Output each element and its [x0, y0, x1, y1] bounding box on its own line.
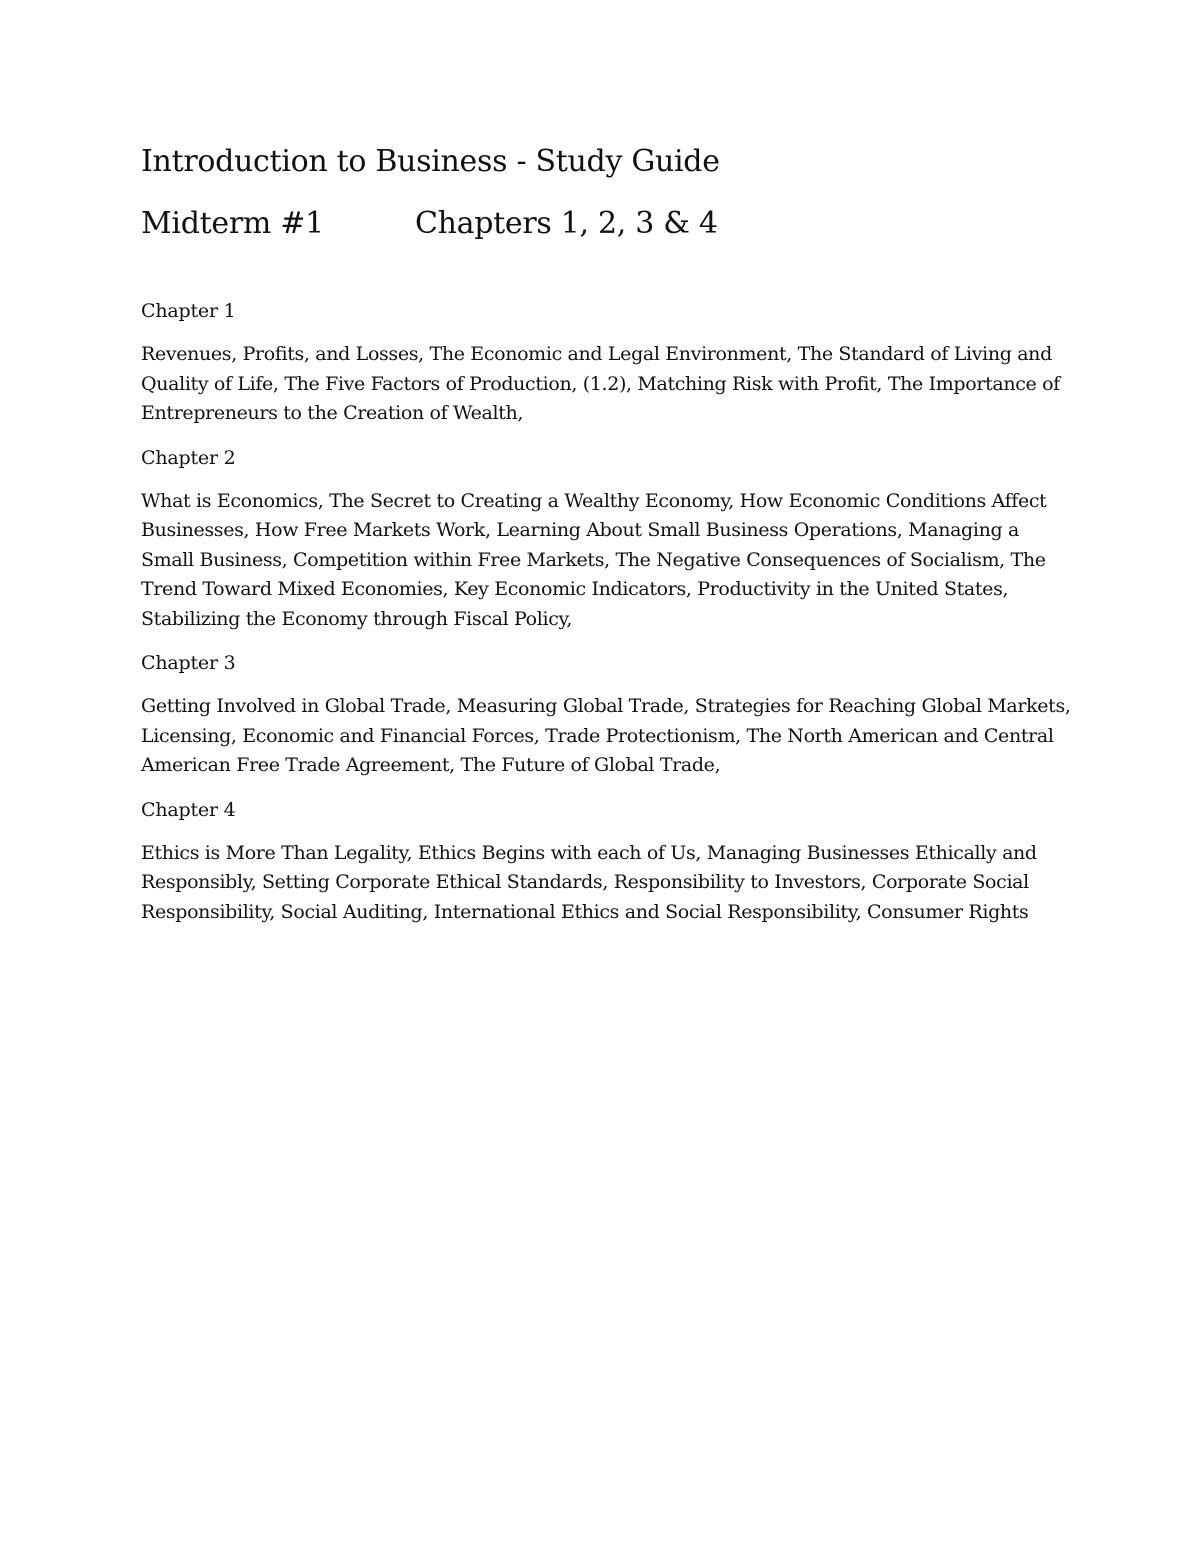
document-subtitle [141, 202, 1071, 246]
chapter-heading: Chapter 1 [141, 300, 236, 322]
chapter-heading: Chapter 4 [141, 798, 236, 821]
chapter-section-2 [141, 443, 1071, 635]
chapter-heading: Chapter 2 [141, 446, 236, 469]
chapter-sections [141, 296, 1071, 927]
chapter-topics: Revenues, Profits, and Losses, The Economic and Legal Environment, The Standard of Living and Quality of Life, The Five Factors of Production, (1.2), Matching Risk with Profit, The Importance of Entrepreneurs to the Creation of Wealth, [141, 343, 1060, 424]
chapter-section-4 [141, 795, 1071, 928]
document-title: Introduction to Business - Study Guide [141, 144, 720, 179]
chapter-topics: Getting Involved in Global Trade, Measuring Global Trade, Strategies for Reaching Global Markets, Licensing, Economic and Financial Forces, Trade Protectionism, The North American and Central American Free Trade Agreement, The Future of Global Trade, [141, 695, 1071, 776]
chapters-label: Chapters 1, 2, 3 & 4 [415, 206, 718, 241]
chapter-section-3 [141, 648, 1071, 781]
chapter-section-1 [141, 296, 1071, 429]
chapter-topics: What is Economics, The Secret to Creating a Wealthy Economy, How Economic Conditions Affect Businesses, How Free Markets Work, Learning About Small Business Operations, Managing a Small Business, Competition within Free Markets, The Negative Consequences of Socialism, The Trend Toward Mixed Economies, Key Economic Indicators, Productivity in the United States, Stabilizing the Economy through Fiscal Policy, [141, 489, 1047, 630]
midterm-label: Midterm #1 [141, 206, 324, 241]
chapter-topics: Ethics is More Than Legality, Ethics Begins with each of Us, Managing Businesses Ethically and Responsibly, Setting Corporate Ethical Standards, Responsibility to Investors, Corporate Social Responsibility, Social Auditing, International Ethics and Social Responsibility, Consumer Rights [141, 841, 1037, 923]
chapter-heading: Chapter 3 [141, 652, 236, 674]
document-content [141, 140, 1071, 941]
